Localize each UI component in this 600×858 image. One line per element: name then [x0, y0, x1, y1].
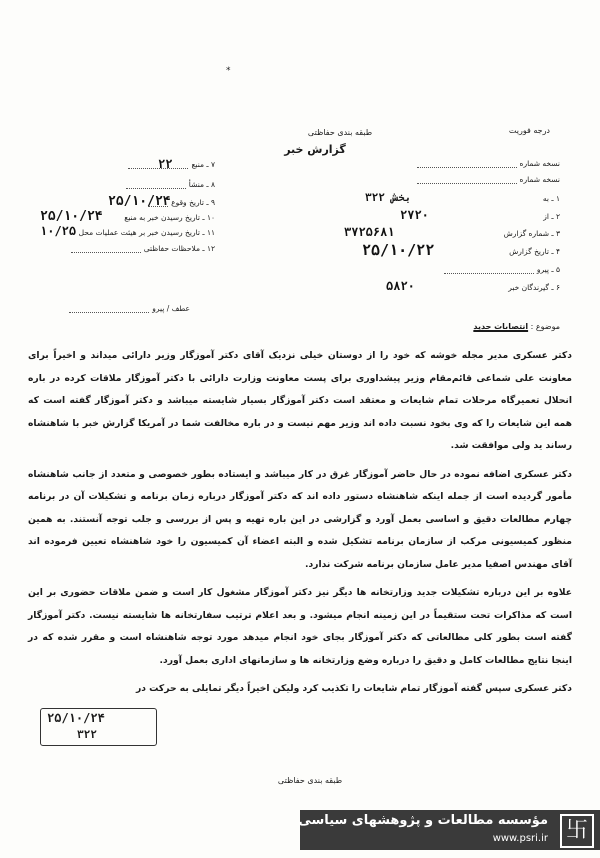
swastika-logo-icon: 卐 — [560, 814, 594, 848]
subject-line: موضوع : انتصابات جدید — [473, 322, 560, 331]
field-occurrence-date-value: ۲۵/۱۰/۲۴ — [108, 194, 171, 209]
field-recipients-value: ۵۸۲۰ — [386, 279, 415, 293]
signoff-reference: عطف / پیرو — [66, 304, 190, 313]
field-received-source-date: ۱۰ ـ تاریخ رسیدن خبر به منبع — [124, 213, 215, 222]
field-source-value: ۲۲ — [158, 157, 173, 171]
field-occurrence-date: ۹ ـ تاریخ وقوع — [145, 198, 215, 207]
report-title: گزارش خبر — [284, 143, 346, 156]
body-paragraph-2: دکتر عسکری اضافه نموده در حال حاضر آموزگار غرق در کار میباشد و ایستاده بطور خصوصی و متعدد از جانب شاهنشاه مأمور گردیده است از جمله اینکه شاهنشاه دستور داده اند که دکتر آموزگار درباره زمان برنامه و تشکیلات آن در برنامه چهارم مطالعات دقیق و اساسی بعمل آورد و گزارشی در این باره تهیه و پس از بررسی و جلب توجه آنستند. به همین منظور کمیسیونی مرکب از سازمان برنامه تشکیل شده و البته اعضاء آن کمیسیون را خود شاهنشاه تعیین فرموده اند آقای مهندس اصفیا مدیر عامل سازمان برنامه شرکت ندارد. — [28, 468, 572, 570]
urgency-label: درجه فوریت — [508, 126, 550, 135]
field-to-value: بخش ۳۲۲ — [365, 191, 412, 204]
field-copy-number-2: نسخه شماره — [414, 175, 560, 184]
stamp-date: ۲۵/۱۰/۲۴ — [47, 711, 105, 725]
field-report-number-value: ۳۷۲۵۶۸۱ — [344, 225, 395, 239]
body-paragraph-3: علاوه بر این درباره تشکیلات جدید وزارتخانه ها دیگر نیز دکتر آموزگار مشغول کار است و ضمن ملاقات حضوری بر این است که مذاکرات تحت ستقیماً در این زمینه انجام میشود. و بعد اعلام ترتیب سفارتخانه ها شایسته نیست. دکتر آموزگار گفته است بطور کلی مطالعاتی که دکتر آموزگار بجای خود انجام میدهد مورد توجه شاهنشاه است و مقرر شده که در اینجا نتایج مطالعات کامل و دقیق را درباره وضع وزارتخانه ها و سازمانهای اداری بعمل آورد. — [28, 587, 572, 666]
field-from: ۲ ـ از — [543, 212, 560, 221]
body-paragraph-4: دکتر عسکری سپس گفته آموزگار تمام شایعات را تکذیب کرد ولیکن اخیراً دیگر تمایلی به حرکت در — [135, 683, 572, 694]
field-origin: ۸ ـ منشأ — [123, 180, 215, 189]
institute-url[interactable]: www.psri.ir — [492, 833, 548, 844]
field-report-date: ۴ ـ تاریخ گزارش — [509, 247, 560, 256]
field-received-source-date-value: ۲۵/۱۰/۲۴ — [40, 209, 103, 224]
field-received-ops-date-value: ۱۰/۲۵ — [40, 224, 77, 238]
date-stamp — [40, 708, 157, 746]
field-report-date-value: ۲۵/۱۰/۲۲ — [362, 241, 435, 259]
field-from-value: ۲۷۲۰ — [400, 208, 429, 222]
field-received-ops-date: ۱۱ ـ تاریخ رسیدن خبر بر هیئت عملیات محل — [78, 228, 215, 237]
field-copy-number-1: نسخه شماره — [414, 159, 560, 168]
body-paragraph-1: دکتر عسکری مدیر مجله خوشه که خود را از دوستان خیلی نزدیک آقای دکتر آموزگار وزیر دارائی میداند و اخیراً برای معاونت علی شماعی قائم‌مقام وزیر پیشداوری برای پست معاونت وزارت دارائی با دکتر آموزگار ملاقات کرده در باره انحلال تعمیرگاه مرحلات تمام شایعات و معتقد است دکتر آموزگار بسیار شایسته میباشد و دکتر آموزگار گفته است که همه این شایعات را که وی بخود نسبت داده اند وزیر مهم نیست و در باره مخالفت شما در آمریکا گزارش خبر با شاهنشاه رساند ید ولی موافقت شد. — [28, 350, 572, 451]
field-recipients: ۶ ـ گیرندگان خبر — [508, 283, 560, 292]
report-body — [28, 345, 572, 707]
stamp-number: ۳۲۲ — [77, 728, 97, 741]
field-security-notes: ۱۲ ـ ملاحظات حفاظتی — [68, 244, 215, 253]
classification-top: طبقه بندی حفاظتی — [307, 128, 373, 137]
subject-value: انتصابات جدید — [473, 322, 529, 331]
subject-label: موضوع — [535, 322, 560, 331]
field-source: ۷ ـ منبع — [125, 160, 215, 169]
field-report-number: ۳ ـ شماره گزارش — [503, 229, 560, 238]
institute-footer — [300, 810, 600, 850]
classification-bottom: طبقه بندی حفاظتی — [277, 776, 343, 785]
top-mark: * — [226, 66, 231, 76]
institute-name: مؤسسه مطالعات و پژوهشهای سیاسی — [298, 813, 548, 828]
field-to: ۱ ـ به — [542, 194, 560, 203]
field-follow-up: ۵ ـ پیرو — [441, 265, 560, 274]
